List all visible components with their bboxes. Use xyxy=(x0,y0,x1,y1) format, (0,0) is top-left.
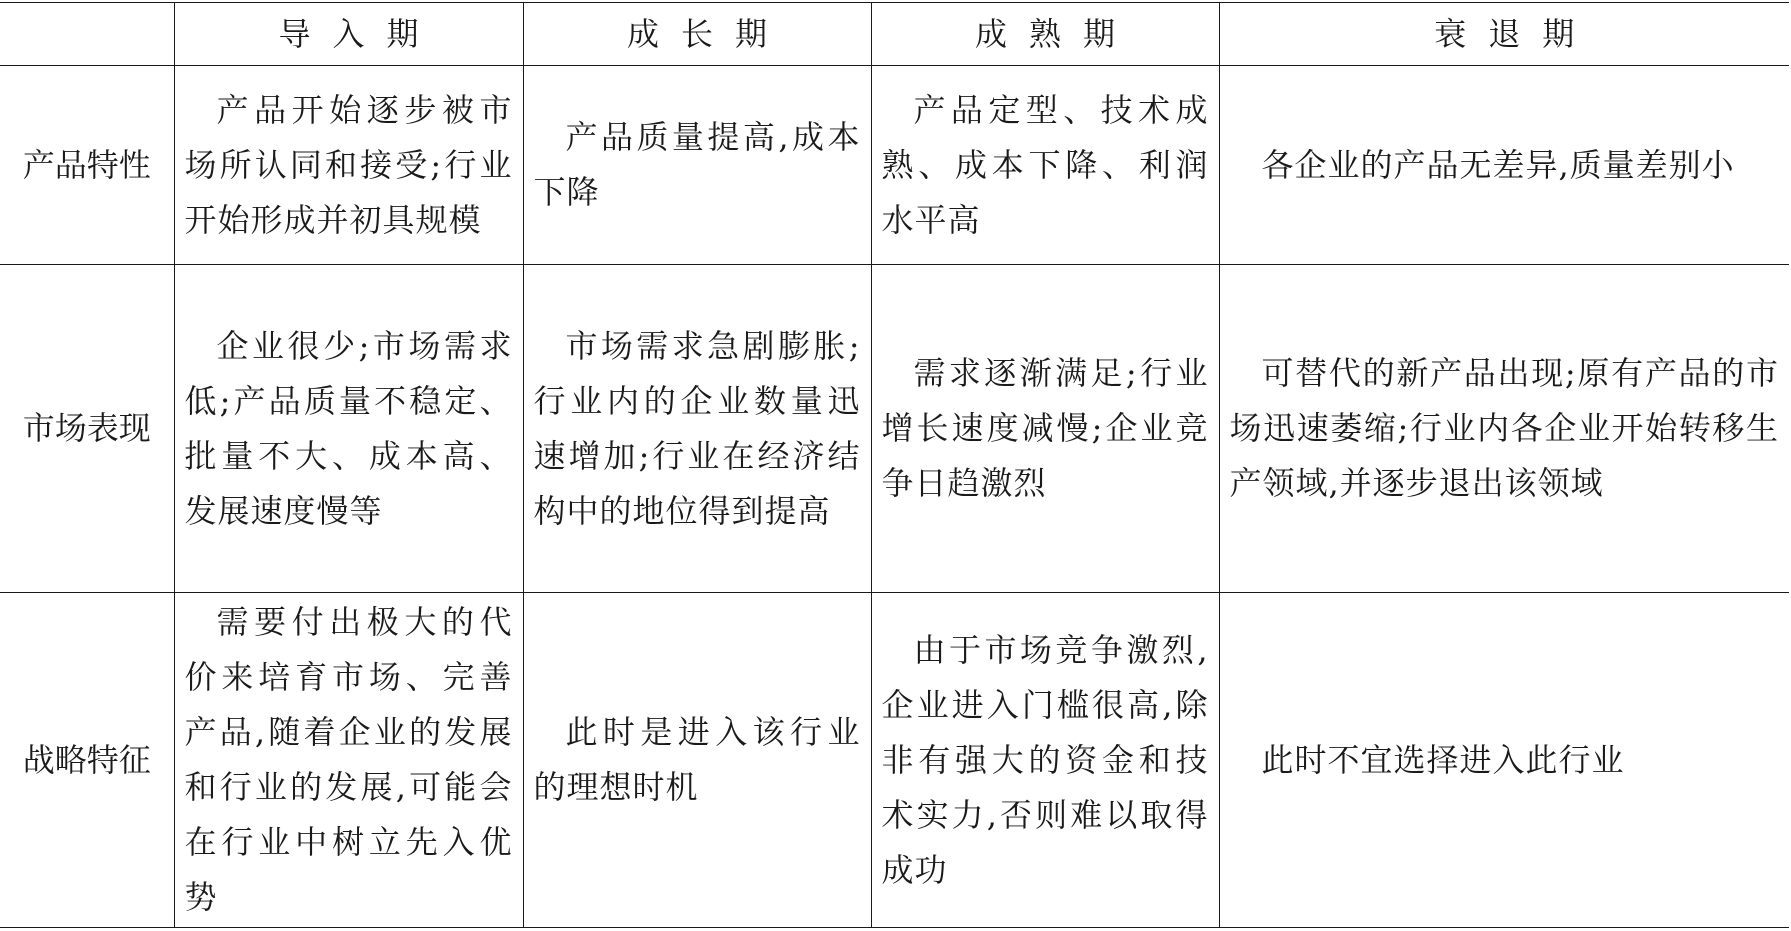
row-label: 市场表现 xyxy=(0,265,174,593)
industry-lifecycle-table xyxy=(0,2,1789,928)
table-row-product-characteristics xyxy=(0,66,1789,265)
row-label: 战略特征 xyxy=(0,593,174,928)
header-growth-stage: 成长期 xyxy=(523,3,871,66)
table-cell: 由于市场竞争激烈,企业进入门槛很高,除非有强大的资金和技术实力,否则难以取得成功 xyxy=(871,593,1219,928)
corner-cell xyxy=(0,3,174,66)
table-row-market-performance xyxy=(0,265,1789,593)
table-header-row xyxy=(0,3,1789,66)
header-introduction-stage: 导入期 xyxy=(174,3,523,66)
table-cell: 可替代的新产品出现;原有产品的市场迅速萎缩;行业内各企业开始转移生产领域,并逐步退出该领域 xyxy=(1219,265,1789,593)
table-cell: 企业很少;市场需求低;产品质量不稳定、批量不大、成本高、发展速度慢等 xyxy=(174,265,523,593)
table-row-strategic-features xyxy=(0,593,1789,928)
table-cell: 市场需求急剧膨胀;行业内的企业数量迅速增加;行业在经济结构中的地位得到提高 xyxy=(523,265,871,593)
table-cell: 需求逐渐满足;行业增长速度减慢;企业竞争日趋激烈 xyxy=(871,265,1219,593)
table-cell: 此时不宜选择进入此行业 xyxy=(1219,593,1789,928)
table-cell: 各企业的产品无差异,质量差别小 xyxy=(1219,66,1789,265)
table-cell: 产品定型、技术成熟、成本下降、利润水平高 xyxy=(871,66,1219,265)
table-cell: 需要付出极大的代价来培育市场、完善产品,随着企业的发展和行业的发展,可能会在行业中树立先入优势 xyxy=(174,593,523,928)
header-maturity-stage: 成熟期 xyxy=(871,3,1219,66)
header-decline-stage: 衰退期 xyxy=(1219,3,1789,66)
table-cell: 此时是进入该行业的理想时机 xyxy=(523,593,871,928)
table-cell: 产品开始逐步被市场所认同和接受;行业开始形成并初具规模 xyxy=(174,66,523,265)
table-cell: 产品质量提高,成本下降 xyxy=(523,66,871,265)
row-label: 产品特性 xyxy=(0,66,174,265)
